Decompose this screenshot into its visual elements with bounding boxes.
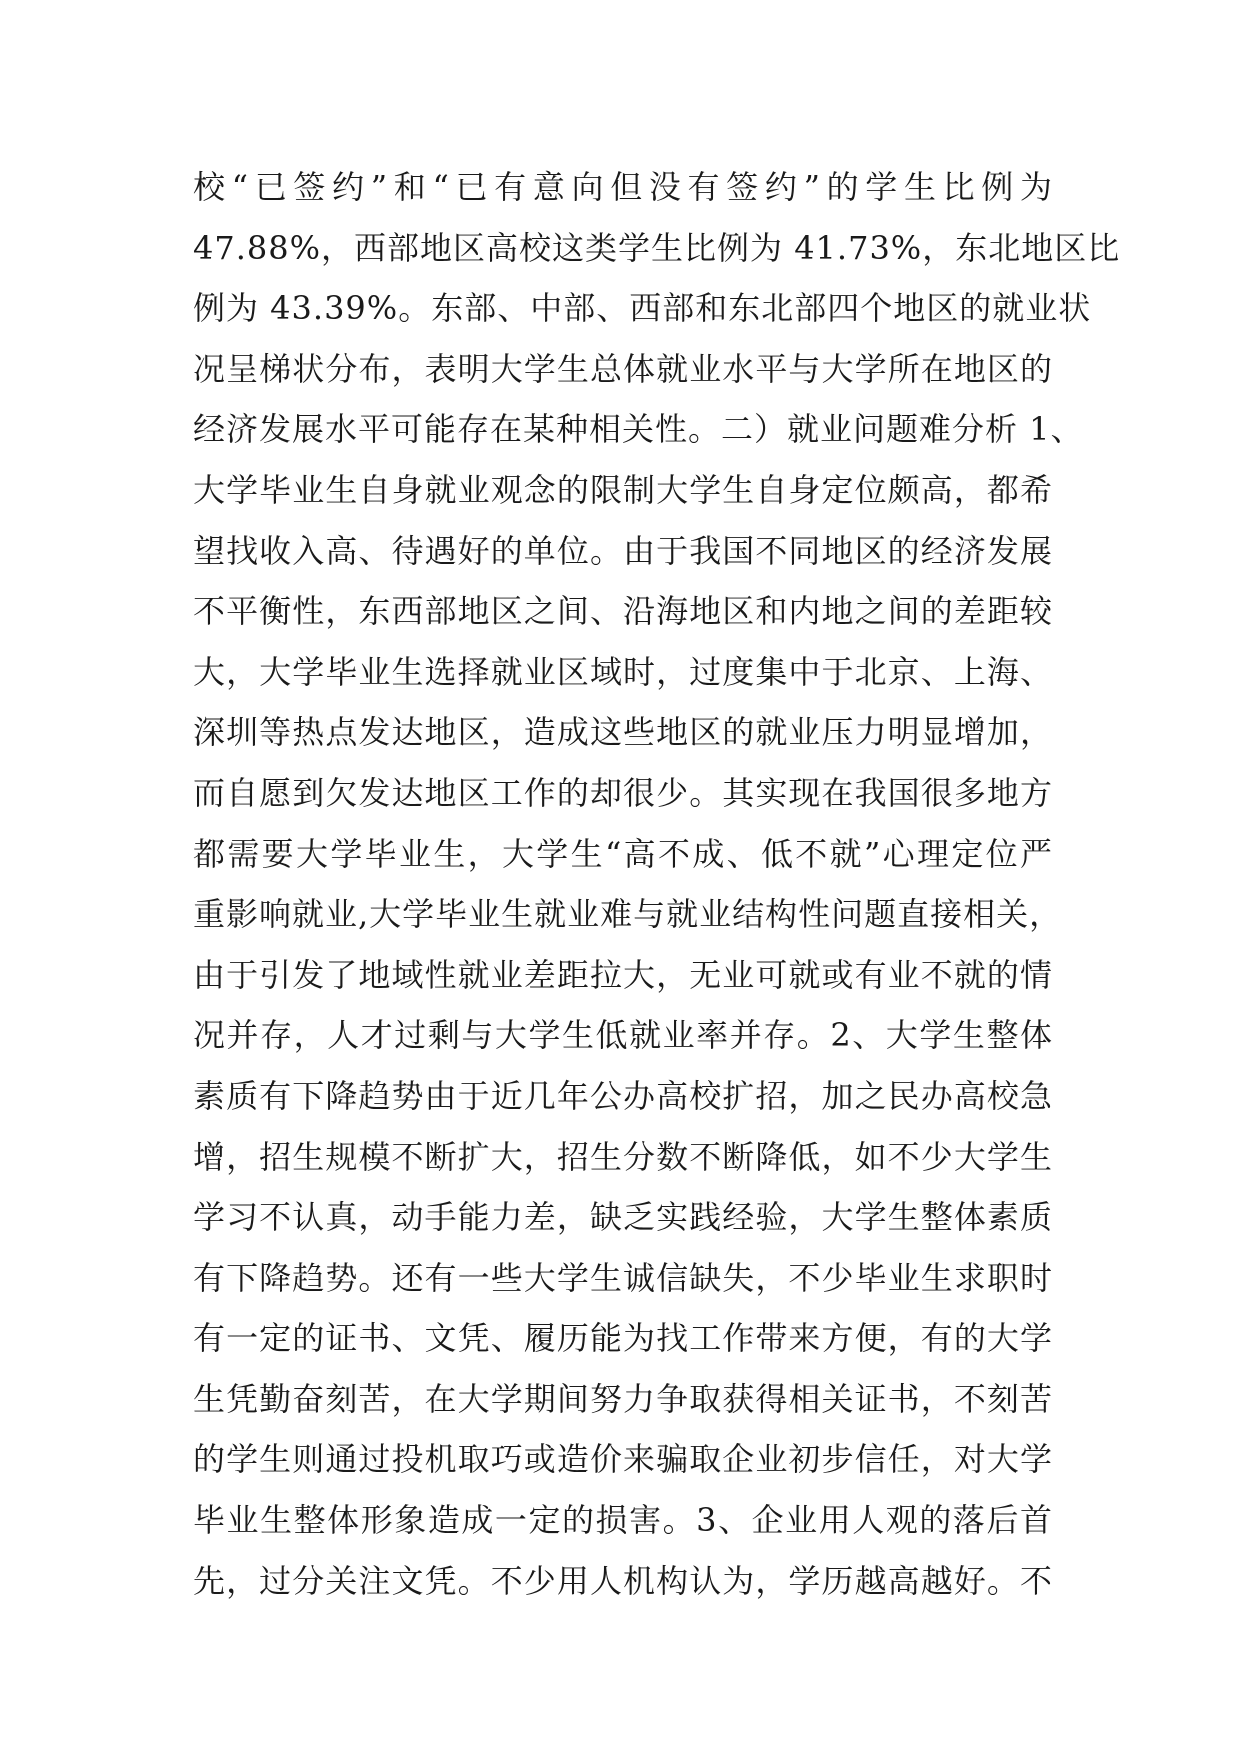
text-line: 不平衡性，东西部地区之间、沿海地区和内地之间的差距较 [193,592,1053,631]
text-line: 况并存，人才过剩与大学生低就业率并存。2、大学生整体 [193,1016,1053,1055]
text-line: 例为 43.39%。东部、中部、西部和东北部四个地区的就业状 [193,289,1092,328]
text-line: 由于引发了地域性就业差距拉大，无业可就或有业不就的情 [193,955,1053,994]
text-line: 经济发展水平可能存在某种相关性。二）就业问题难分析 1、 [193,410,1084,449]
text-line: 毕业生整体形象造成一定的损害。3、企业用人观的落后首 [193,1501,1053,1540]
text-line: 47.88%，西部地区高校这类学生比例为 41.73%，东北地区比 [193,228,1121,267]
text-line: 校“已签约”和“已有意向但没有签约”的学生比例为 [193,168,1053,206]
text-line: 的学生则通过投机取巧或造价来骗取企业初步信任，对大学 [193,1440,1053,1479]
text-line: 况呈梯状分布，表明大学生总体就业水平与大学所在地区的 [193,349,1053,388]
text-line: 生凭勤奋刻苦，在大学期间努力争取获得相关证书，不刻苦 [193,1379,1053,1418]
text-line: 先，过分关注文凭。不少用人机构认为，学历越高越好。不 [193,1561,1053,1600]
text-line: 深圳等热点发达地区，造成这些地区的就业压力明显增加， [193,713,1053,752]
text-line: 大，大学毕业生选择就业区域时，过度集中于北京、上海、 [193,652,1053,691]
text-line: 学习不认真，动手能力差，缺乏实践经验，大学生整体素质 [193,1198,1053,1237]
text-line: 都需要大学毕业生，大学生“高不成、低不就”心理定位严 [193,834,1053,873]
text-line: 有一定的证书、文凭、履历能为找工作带来方便，有的大学 [193,1319,1053,1358]
text-line: 重影响就业,大学毕业生就业难与就业结构性问题直接相关， [193,895,1063,934]
text-line: 增，招生规模不断扩大，招生分数不断降低，如不少大学生 [193,1137,1053,1176]
text-line: 而自愿到欠发达地区工作的却很少。其实现在我国很多地方 [193,773,1053,812]
text-line: 望找收入高、待遇好的单位。由于我国不同地区的经济发展 [193,531,1053,570]
text-line: 大学毕业生自身就业观念的限制大学生自身定位颇高，都希 [193,470,1053,509]
body-text [193,157,1121,1611]
text-line: 有下降趋势。还有一些大学生诚信缺失，不少毕业生求职时 [193,1258,1053,1297]
text-line: 素质有下降趋势由于近几年公办高校扩招，加之民办高校急 [193,1076,1053,1115]
